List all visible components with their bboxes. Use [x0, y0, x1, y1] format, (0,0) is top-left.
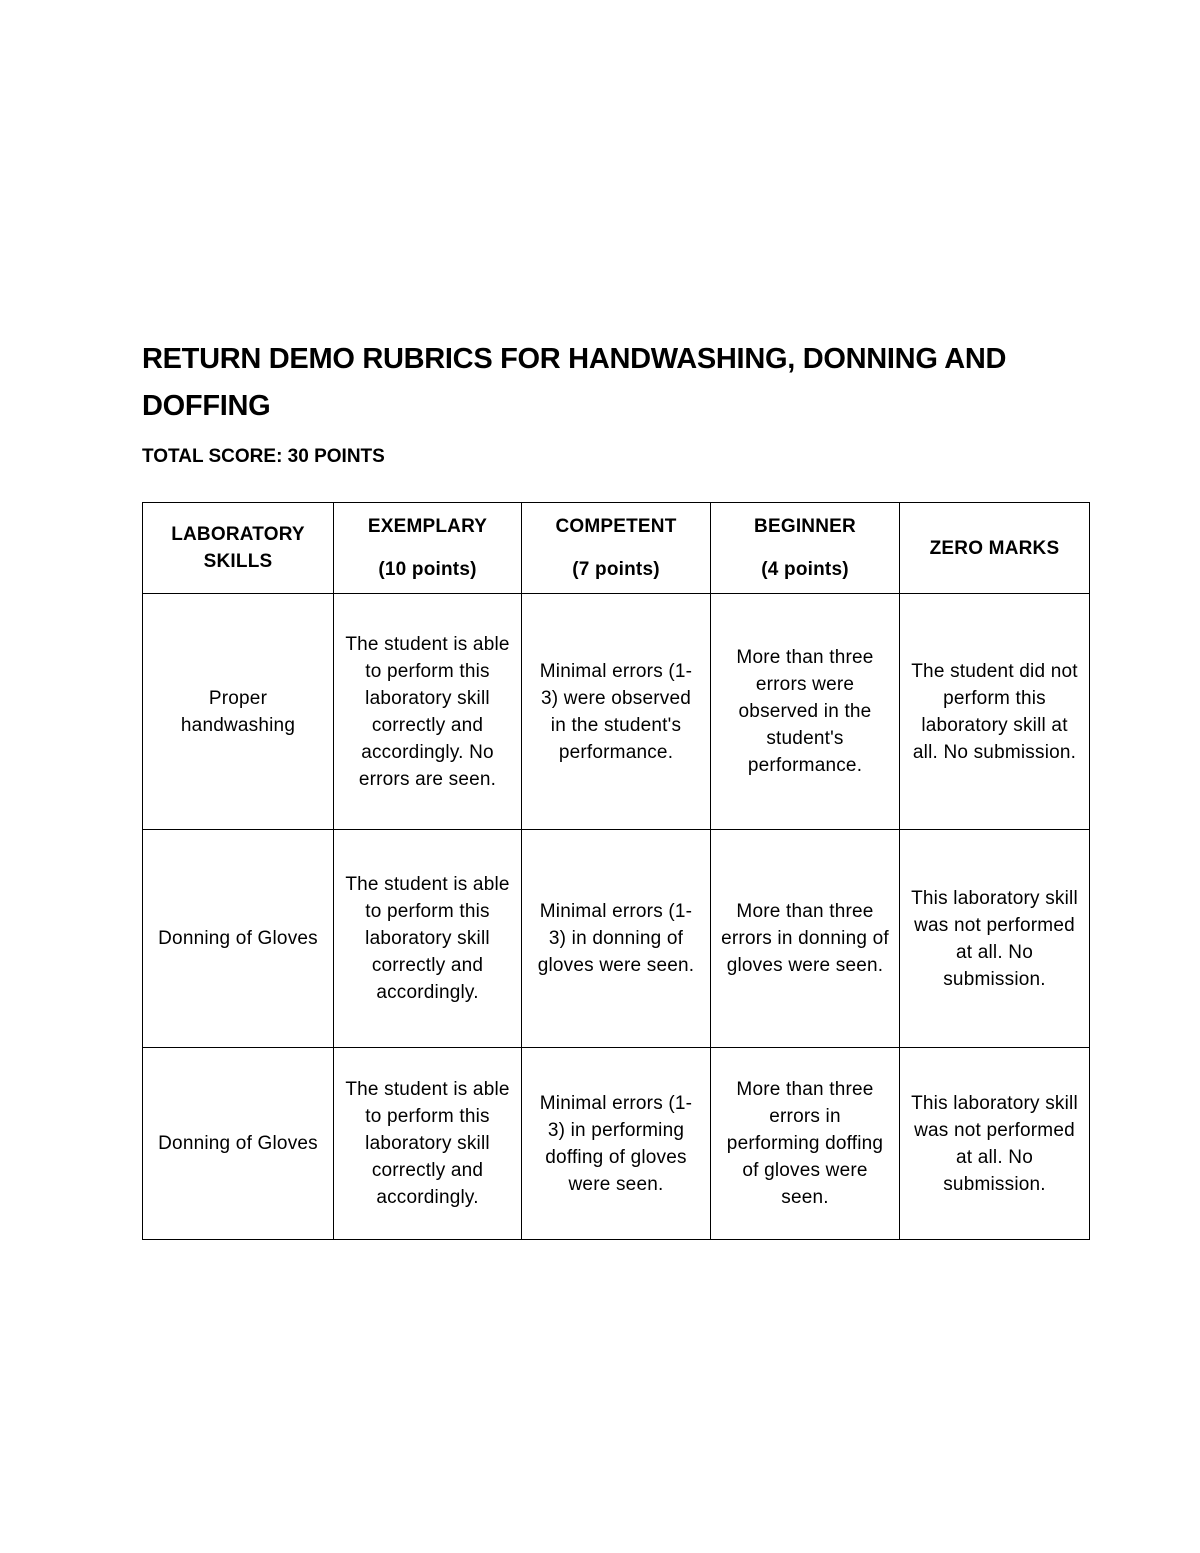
- header-competent-points: (7 points): [572, 559, 660, 580]
- competent-cell: Minimal errors (1-3) in performing doffing of gloves were seen.: [522, 1048, 711, 1240]
- header-row: [143, 503, 1090, 594]
- header-laboratory-skills: LABORATORY SKILLS: [143, 503, 334, 594]
- header-exemplary-points: (10 points): [378, 559, 477, 580]
- beginner-cell: More than three errors in donning of gloves were seen.: [711, 830, 900, 1048]
- header-zero-marks: ZERO MARKS: [900, 503, 1090, 594]
- zero-marks-cell: The student did not perform this laboratory skill at all. No submission.: [900, 594, 1090, 830]
- rubric-table: [142, 502, 1090, 1240]
- competent-cell: Minimal errors (1-3) in donning of gloves were seen.: [522, 830, 711, 1048]
- header-beginner: [711, 503, 900, 594]
- header-exemplary: [334, 503, 522, 594]
- table-row: [143, 594, 1090, 830]
- exemplary-cell: The student is able to perform this laboratory skill correctly and accordingly.: [334, 830, 522, 1048]
- header-exemplary-label: EXEMPLARY: [367, 516, 488, 537]
- header-beginner-points: (4 points): [761, 559, 849, 580]
- beginner-cell: More than three errors were observed in the student's performance.: [711, 594, 900, 830]
- exemplary-cell: The student is able to perform this laboratory skill correctly and accordingly. No errors are seen.: [334, 594, 522, 830]
- beginner-cell: More than three errors in performing doffing of gloves were seen.: [711, 1048, 900, 1240]
- zero-marks-cell: This laboratory skill was not performed at all. No submission.: [900, 1048, 1090, 1240]
- competent-cell: Minimal errors (1-3) were observed in the student's performance.: [522, 594, 711, 830]
- header-competent: [522, 503, 711, 594]
- skill-cell: Donning of Gloves: [143, 830, 334, 1048]
- table-row: [143, 1048, 1090, 1240]
- total-score: TOTAL SCORE: 30 POINTS: [142, 446, 385, 467]
- exemplary-cell: The student is able to perform this laboratory skill correctly and accordingly.: [334, 1048, 522, 1240]
- header-beginner-label: BEGINNER: [754, 516, 856, 537]
- header-competent-label: COMPETENT: [555, 516, 677, 537]
- skill-cell: Donning of Gloves: [143, 1048, 334, 1240]
- skill-cell: Proper handwashing: [143, 594, 334, 830]
- table-row: [143, 830, 1090, 1048]
- zero-marks-cell: This laboratory skill was not performed at all. No submission.: [900, 830, 1090, 1048]
- document-title: RETURN DEMO RUBRICS FOR HANDWASHING, DONNING AND DOFFING: [142, 343, 1007, 422]
